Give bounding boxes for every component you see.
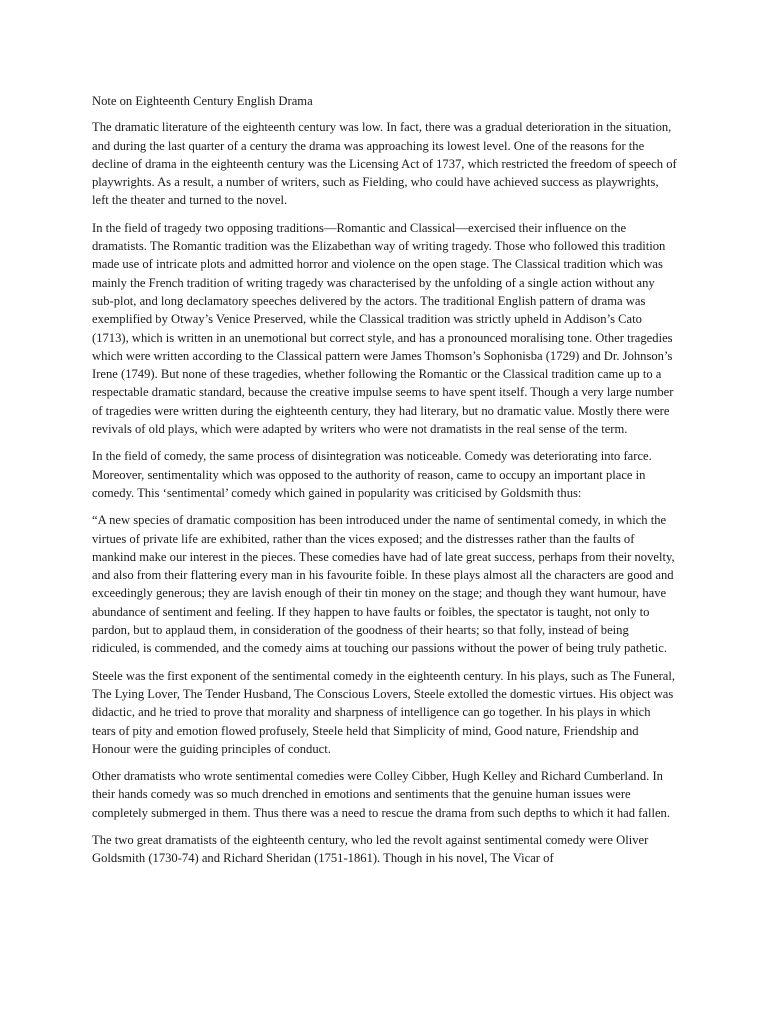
- paragraph-goldsmith-quote: “A new species of dramatic composition has been introduced under the name of sentimental comedy, in which the virtues of private life are exhibited, rather than the vices exposed; and the distresses rather than the faults of mankind make our interest in the pieces. These comedies have had of late great success, perhaps from their novelty, and also from their flattering every man in his favourite foible. In these plays almost all the characters are good and exceedingly generous; they are lavish enough of their tin money on the stage; and though they want humour, have abundance of sentiment and feeling. If they happen to have faults or foibles, the spectator is taught, not only to pardon, but to applaud them, in consideration of the goodness of their hearts; so that folly, instead of being ridiculed, is commended, and the comedy aims at touching our passions without the power of being truly pathetic.: [92, 513, 675, 656]
- paragraph-decline-of-drama: The dramatic literature of the eighteenth century was low. In fact, there was a gradual deterioration in the situation, and during the last quarter of a century the drama was approaching its lowest level. One of the reasons for the decline of drama in the eighteenth century was the Licensing Act of 1737, which restricted the freedom of speech of playwrights. As a result, a number of writers, such as Fielding, who could have achieved success as playwrights, left the theater and turned to the novel.: [92, 120, 677, 208]
- paragraph-other-dramatists: Other dramatists who wrote sentimental comedies were Colley Cibber, Hugh Kelley and Richard Cumberland. In their hands comedy was so much drenched in emotions and sentiments that the genuine human issues were completely submerged in them. Thus there was a need to rescue the drama from such depths to which it had fallen.: [92, 769, 670, 820]
- paragraph-goldsmith-sheridan: The two great dramatists of the eighteenth century, who led the revolt against sentimental comedy were Oliver Goldsmith (1730-74) and Richard Sheridan (1751-1861). Though in his novel, The Vicar of: [92, 832, 649, 866]
- paragraph-tragedy: In the field of tragedy two opposing traditions—Romantic and Classical—exercised their influence on the dramatists. The Romantic tradition was the Elizabethan way of writing tragedy. Those who followed this tradition made use of intricate plots and admitted horror and violence on the open stage. The Classical tradition which was mainly the French tradition of writing tragedy was characterised by the unfolding of a single action without any sub-plot, and long declamatory speeches delivered by the actors. The traditional English pattern of drama was exemplified by Otway’s Venice Preserved, while the Classical tradition was strictly upheld in Addison’s Cato (1713), which is written in an unemotional but correct style, and has a pronounced moralising tone. Other tragedies which were written according to the Classical pattern were James Thomson’s Sophonisba (1729) and Dr. Johnson’s Irene (1749). But none of these tragedies, whether following the Romantic or the Classical tradition came up to a respectable dramatic standard, because the creative impulse seems to have spent itself. Though a very large number of tragedies were written during the eighteenth century, they had literary, but no dramatic value. Mostly there were revivals of old plays, which were adapted by writers who were not dramatists in the real sense of the term.: [92, 220, 674, 437]
- paragraph-steele: Steele was the first exponent of the sentimental comedy in the eighteenth century. In his plays, such as The Funeral, The Lying Lover, The Tender Husband, The Conscious Lovers, Steele extolled the domestic virtues. His object was didactic, and he tried to prove that morality and sharpness of intelligence can go together. In his plays in which tears of pity and emotion flowed profusely, Steele held that Simplicity of mind, Good nature, Friendship and Honour were the guiding principles of conduct.: [92, 668, 676, 756]
- document-title: Note on Eighteenth Century English Drama: [92, 94, 313, 108]
- paragraph-comedy: In the field of comedy, the same process of disintegration was noticeable. Comedy was deteriorating into farce. Moreover, sentimentality which was opposed to the authority of reason, came to occupy an important place in comedy. This ‘sentimental’ comedy which gained in popularity was criticised by Goldsmith thus:: [92, 449, 652, 500]
- document-page: [92, 92, 677, 877]
